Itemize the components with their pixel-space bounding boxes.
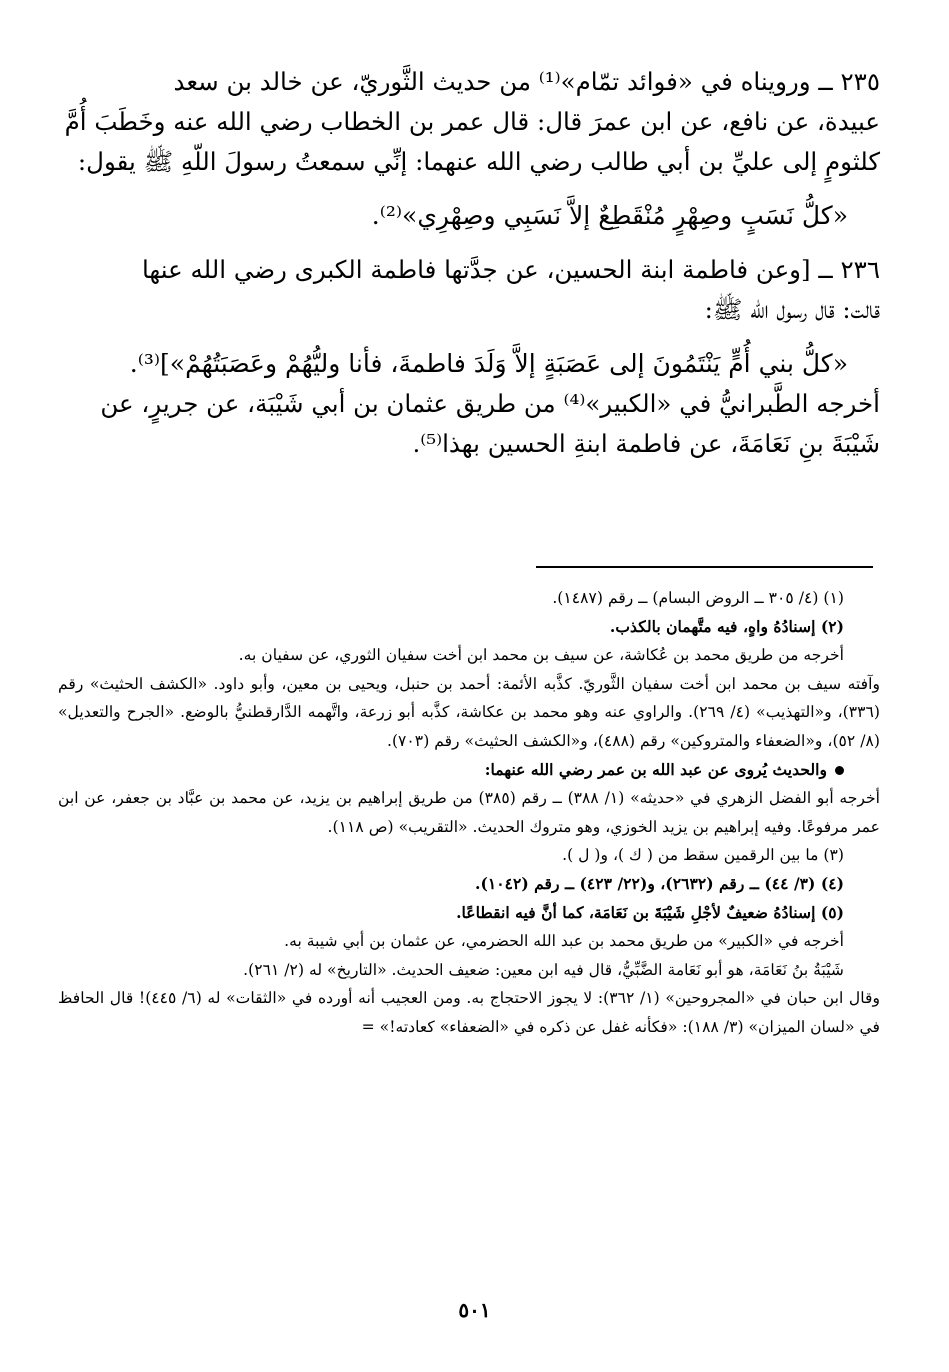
hadith-235-quote: «كلُّ نَسَبٍ وصِهْرٍ مُنْقَطِعٌ إلاَّ نَسَبِي وصِهْرِي»⁽²⁾. xyxy=(371,201,848,230)
footnote-4: (٤) (٣/ ٤٤) ــ رقم (٢٦٣٢)، و(٢٢/ ٤٢٣) ــ رقم (١٠٤٢). xyxy=(475,873,844,893)
hadith-235-line-1: ٢٣٥ ــ ورويناه في «فوائد تمّام»⁽¹⁾ من حديث الثَّوريّ، عن خالد بن سعد xyxy=(173,67,880,96)
footnote-5-source: أخرجه في «الكبير» من طريق محمد بن عبد الله الحضرمي، عن عثمان بن أبي شيبة به. xyxy=(284,932,844,951)
footnote-2-source: أخرجه من طريق محمد بن عُكاشة، عن سيف بن محمد ابن أخت سفيان الثوري، عن سفيان به. xyxy=(238,646,844,665)
footnotes xyxy=(58,584,880,1042)
footnote-2: (٢) إسنادُهُ واهٍ، فيه متَّهمان بالكذب. xyxy=(609,616,844,636)
hadith-236-quote: «كلُّ بني أُمٍّ يَنْتَمُونَ إلى عَصَبَةٍ إلاَّ وَلَدَ فاطمةَ، فأنا وليُّهُمْ وعَصَبَتُهُمْ»]⁽³⁾. xyxy=(129,349,848,378)
hadith-236-line-1: ٢٣٦ ــ [وعن فاطمة ابنة الحسين، عن جدَّتها فاطمة الكبرى رضي الله عنها xyxy=(141,255,880,284)
main-text xyxy=(58,62,880,464)
footnote-2-commentary: وآفته سيف بن محمد ابن أخت سفيان الثَّوريّ. كذَّبه الأئمة: أحمد بن حنبل، ويحيى بن معين، وأبو داود. «الكشف الحثيث» رقم (٣٣٦)، و«التهذيب» (٤/ ٢٦٩). والراوي عنه وهو محمد بن عكاشة، كذَّبه أبو زرعة، واتَّهمه الدَّارقطنيُّ بالوضع. «الجرح والتعديل» (٨/ ٥٢)، و«الضعفاء والمتروكين» رقم (٤٨٨)، و«الكشف الحثيث» رقم (٧٠٣). xyxy=(58,674,880,750)
footnote-separator xyxy=(536,566,873,568)
hadith-236-line-2: قالت: قال رسول الله ﷺ: xyxy=(704,295,880,324)
hadith-235-line-3: كلثومٍ إلى عليِّ بن أبي طالب رضي الله عنهما: إنِّي سمعتُ رسولَ اللّهِ ﷺ يقول: xyxy=(77,147,880,176)
footnote-5: (٥) إسنادُهُ ضعيفٌ لأجْلِ شَيْبَةَ بن نَعَامَة، كما أنَّ فيه انقطاعًا. xyxy=(456,902,844,922)
footnote-3: (٣) ما بين الرقمين سقط من ( ك )، و( ل ). xyxy=(562,846,844,865)
footnote-5-commentary: وقال ابن حبان في «المجروحين» (١/ ٣٦٢): لا يجوز الاحتجاج به. ومن العجيب أنه أورده في «الثقات» له (٦/ ٤٤٥)! قال الحافظ في «لسان الميزان» (٣/ ١٨٨): «فكأنه غفل عن ذكره في «الضعفاء» كعادته!» = xyxy=(58,989,880,1036)
footnote-2-subheading-text: والحديث يُروى عن عبد الله بن عمر رضي الله عنهما: xyxy=(484,759,827,779)
hadith-236-line-3: أخرجه الطَّبرانيُّ في «الكبير»⁽⁴⁾ من طريق عثمان بن أبي شَيْبَة، عن جريرٍ، عن xyxy=(100,389,880,418)
footnote-2-alt-source: أخرجه أبو الفضل الزهري في «حديثه» (١/ ٣٨٨) ــ رقم (٣٨٥) من طريق إبراهيم بن يزيد، عن محمد بن عبَّاد بن جعفر، عن ابن عمر مرفوعًا. وفيه إبراهيم بن يزيد الخوزي، وهو متروك الحديث. «التقريب» (ص ١١٨). xyxy=(58,789,880,836)
footnote-2-subheading xyxy=(58,756,880,785)
page-number: ٥٠١ xyxy=(458,1298,491,1322)
hadith-235-line-2: عبيدة، عن نافع، عن ابن عمرَ قال: قال عمر بن الخطاب رضي الله عنه وخَطَبَ أُمَّ xyxy=(64,107,880,136)
footnote-5-narrator: شَيْبَةُ بنُ نَعَامَة، هو أبو نَعَامة الضَّبِّيُّ، قال فيه ابن معين: ضعيف الحديث. «التاريخ» له (٢/ ٢٦١). xyxy=(243,960,844,979)
bullet-icon xyxy=(835,766,844,775)
footnote-1: (١) (٤/ ٣٠٥ ــ الروض البسام) ــ رقم (١٤٨٧). xyxy=(552,589,844,607)
hadith-236-line-4: شَيْبَةَ بنِ نَعَامَةَ، عن فاطمة ابنةِ الحسين بهذا⁽⁵⁾. xyxy=(412,429,880,458)
